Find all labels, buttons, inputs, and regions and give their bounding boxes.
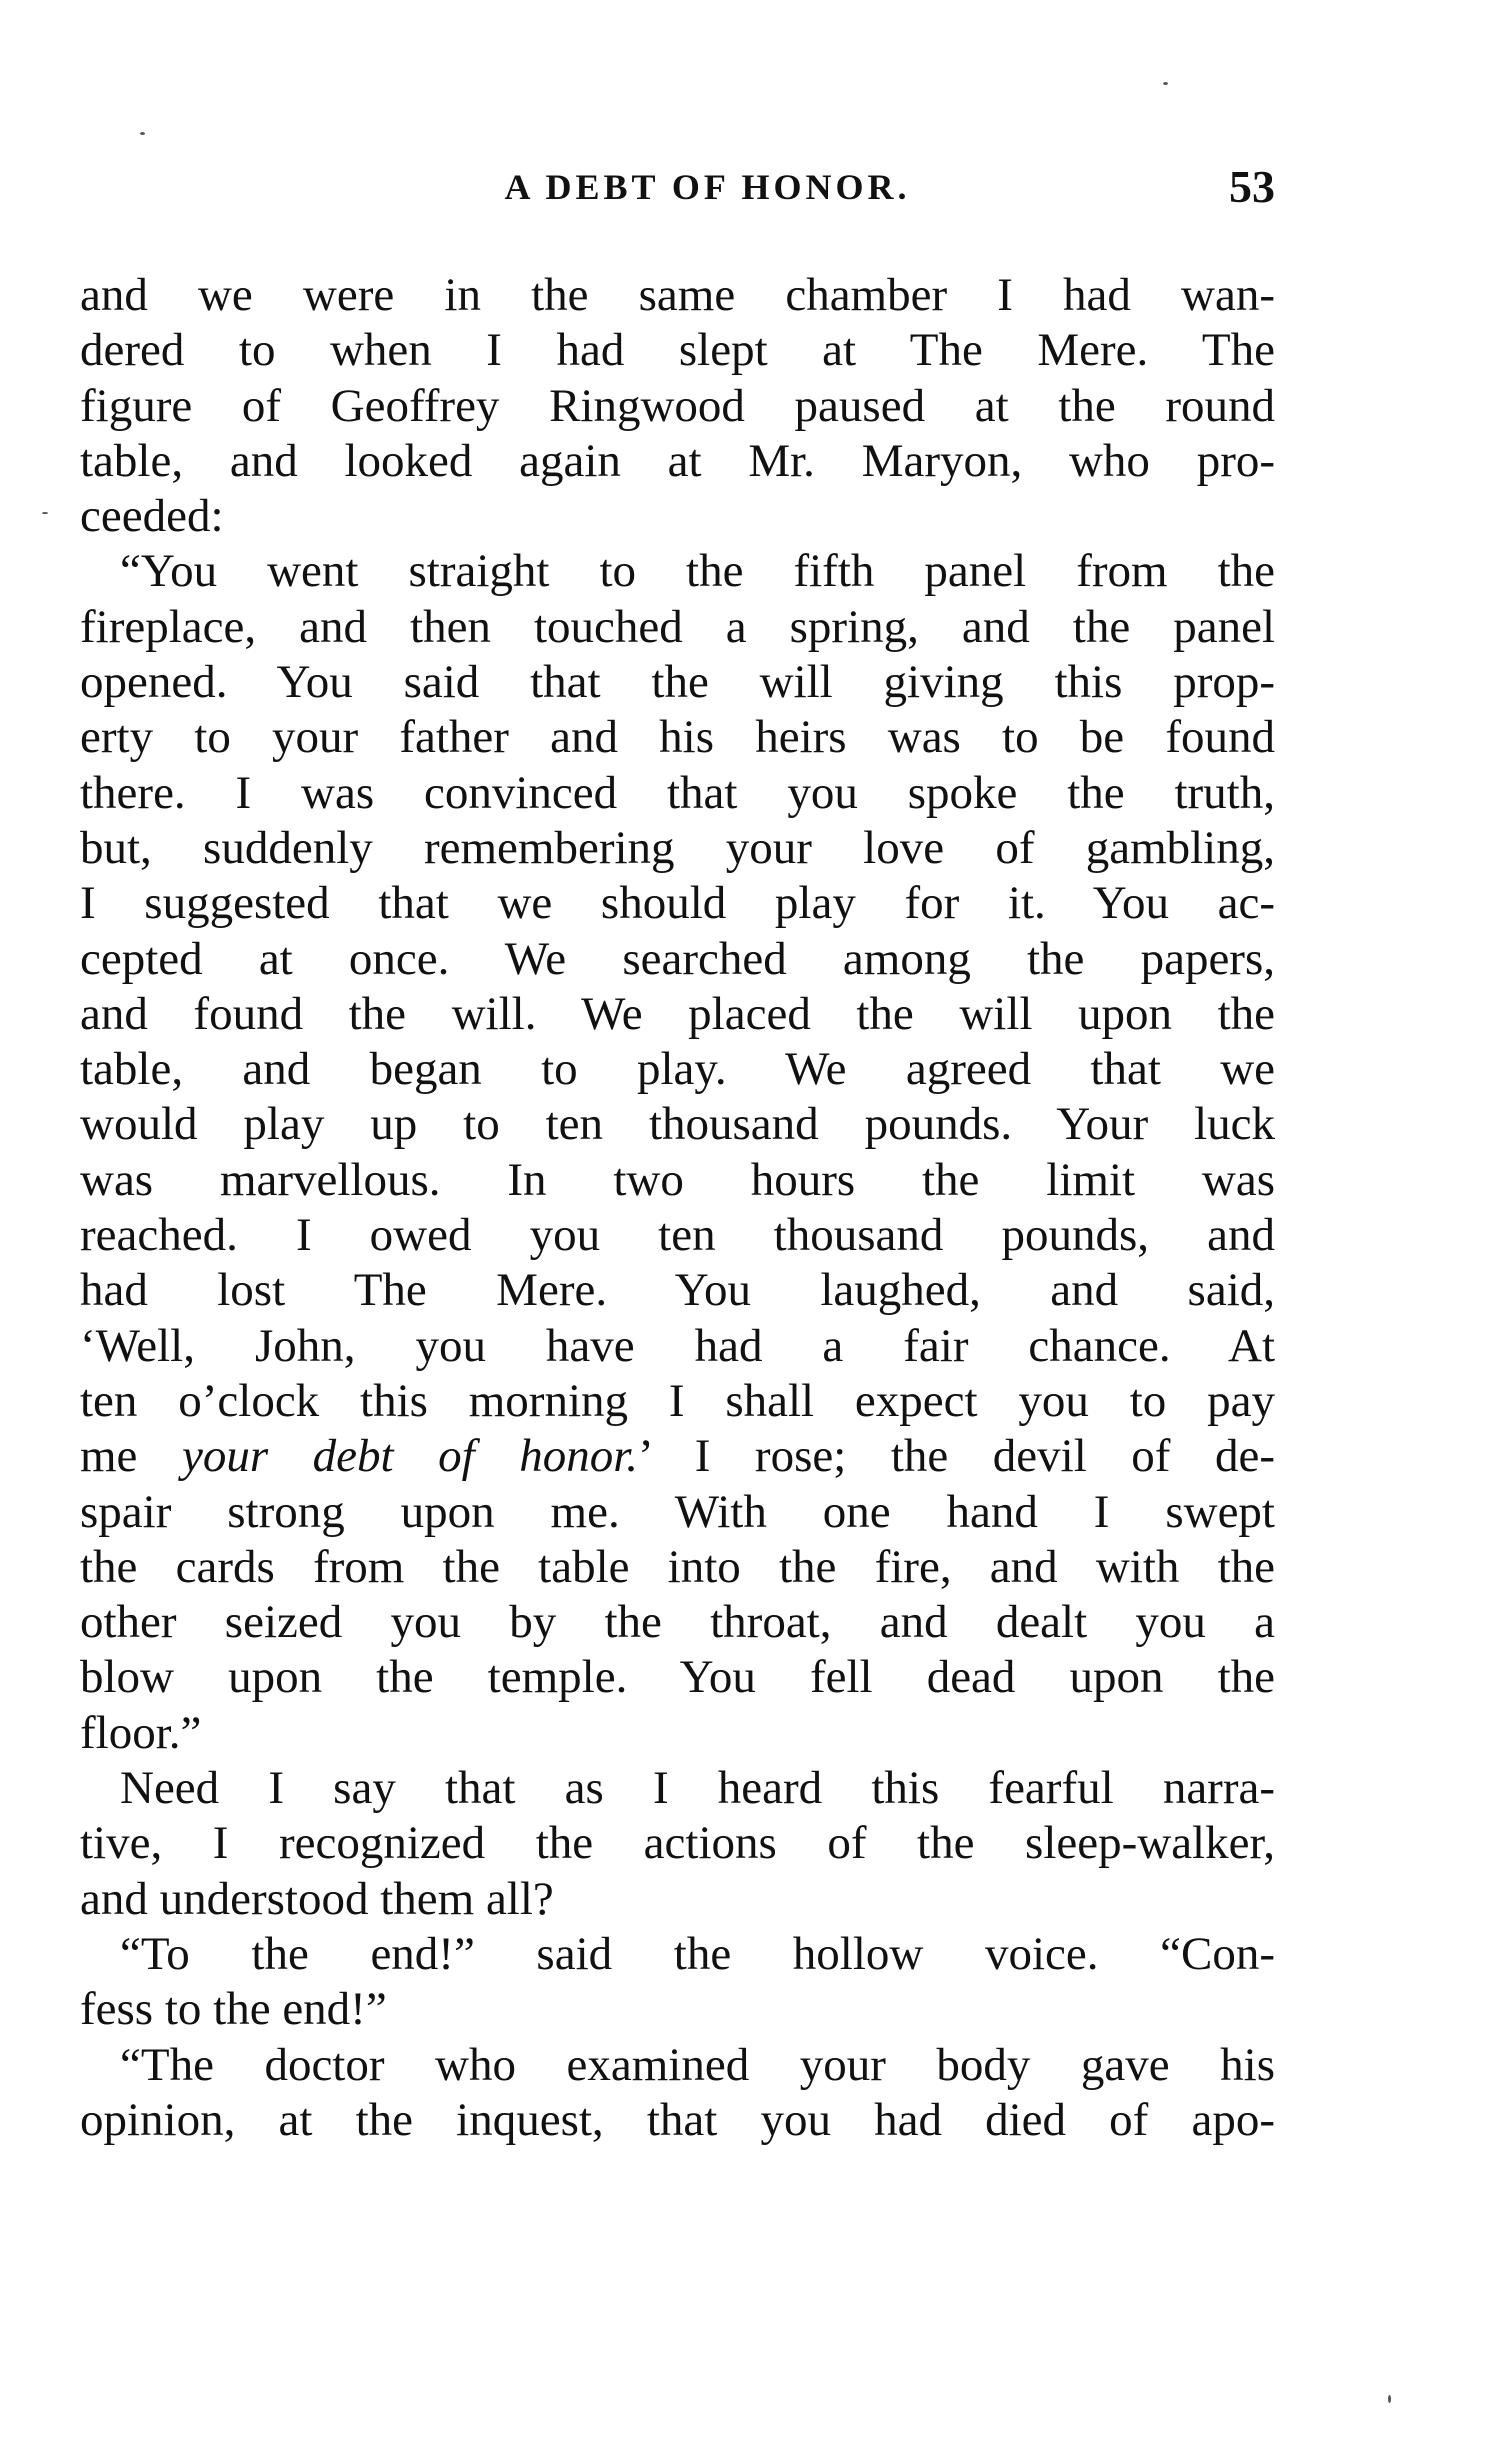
text-segment: me (80, 1430, 182, 1483)
text-line (80, 1429, 1275, 1484)
running-head: A DEBT OF HONOR. (504, 167, 911, 207)
text-line: blow upon the temple. You fell dead upon the (80, 1651, 1275, 1704)
text-line: ‘Well, John, you have had a fair chance. At (80, 1319, 1275, 1372)
text-line: the cards from the table into the fire, and with the (80, 1540, 1275, 1593)
text-line: table, and looked again at Mr. Maryon, who pro- (80, 434, 1275, 487)
page-header (80, 160, 1275, 220)
text-line: was marvellous. In two hours the limit was (80, 1153, 1275, 1206)
text-line: reached. I owed you ten thousand pounds, and (80, 1209, 1275, 1262)
text-line: would play up to ten thousand pounds. Your luck (80, 1098, 1275, 1151)
text-line: “The doctor who examined your body gave his (120, 2038, 1275, 2091)
text-line: tive, I recognized the actions of the sleep-walker, (80, 1817, 1275, 1870)
text-line: fireplace, and then touched a spring, and the panel (80, 600, 1275, 653)
text-line: and understood them all? (80, 1872, 554, 1925)
text-line: other seized you by the throat, and dealt you a (80, 1596, 1275, 1649)
text-line: figure of Geoffrey Ringwood paused at the round (80, 379, 1275, 432)
text-line: fess to the end!” (80, 1983, 387, 2036)
text-line: floor.” (80, 1706, 202, 1759)
italic-text-segment: your debt of honor. (181, 1430, 639, 1483)
text-line: erty to your father and his heirs was to be found (80, 711, 1275, 764)
text-line: cepted at once. We searched among the papers, (80, 932, 1275, 985)
text-line: I suggested that we should play for it. You ac- (80, 877, 1275, 930)
text-line: spair strong upon me. With one hand I swept (80, 1485, 1275, 1538)
print-speck (140, 132, 145, 135)
print-speck (42, 512, 48, 514)
text-line: but, suddenly remembering your love of gambling, (80, 821, 1275, 874)
text-line: ceeded: (80, 490, 224, 543)
text-line: “You went straight to the fifth panel from the (120, 545, 1275, 598)
text-line: “To the end!” said the hollow voice. “Con- (120, 1927, 1275, 1980)
text-line: there. I was convinced that you spoke the truth, (80, 766, 1275, 819)
text-segment: ’ I rose; the devil of de- (638, 1430, 1275, 1483)
body-text (80, 268, 1275, 2148)
print-speck (1163, 82, 1168, 85)
text-line: table, and began to play. We agreed that we (80, 1043, 1275, 1096)
body-paragraphs (80, 268, 1275, 2148)
text-line: and found the will. We placed the will upon the (80, 987, 1275, 1040)
page-number: 53 (1229, 161, 1275, 212)
text-line: and we were in the same chamber I had wan- (80, 269, 1275, 321)
print-speck (1388, 2395, 1391, 2403)
text-line: Need I say that as I heard this fearful narra- (120, 1762, 1275, 1815)
text-line: had lost The Mere. You laughed, and said, (80, 1264, 1275, 1317)
text-line: dered to when I had slept at The Mere. The (80, 324, 1275, 377)
text-line: ten o’clock this morning I shall expect you to pay (80, 1374, 1275, 1427)
text-line: opened. You said that the will giving this prop- (80, 656, 1275, 709)
text-line: opinion, at the inquest, that you had died of apo- (80, 2093, 1275, 2146)
